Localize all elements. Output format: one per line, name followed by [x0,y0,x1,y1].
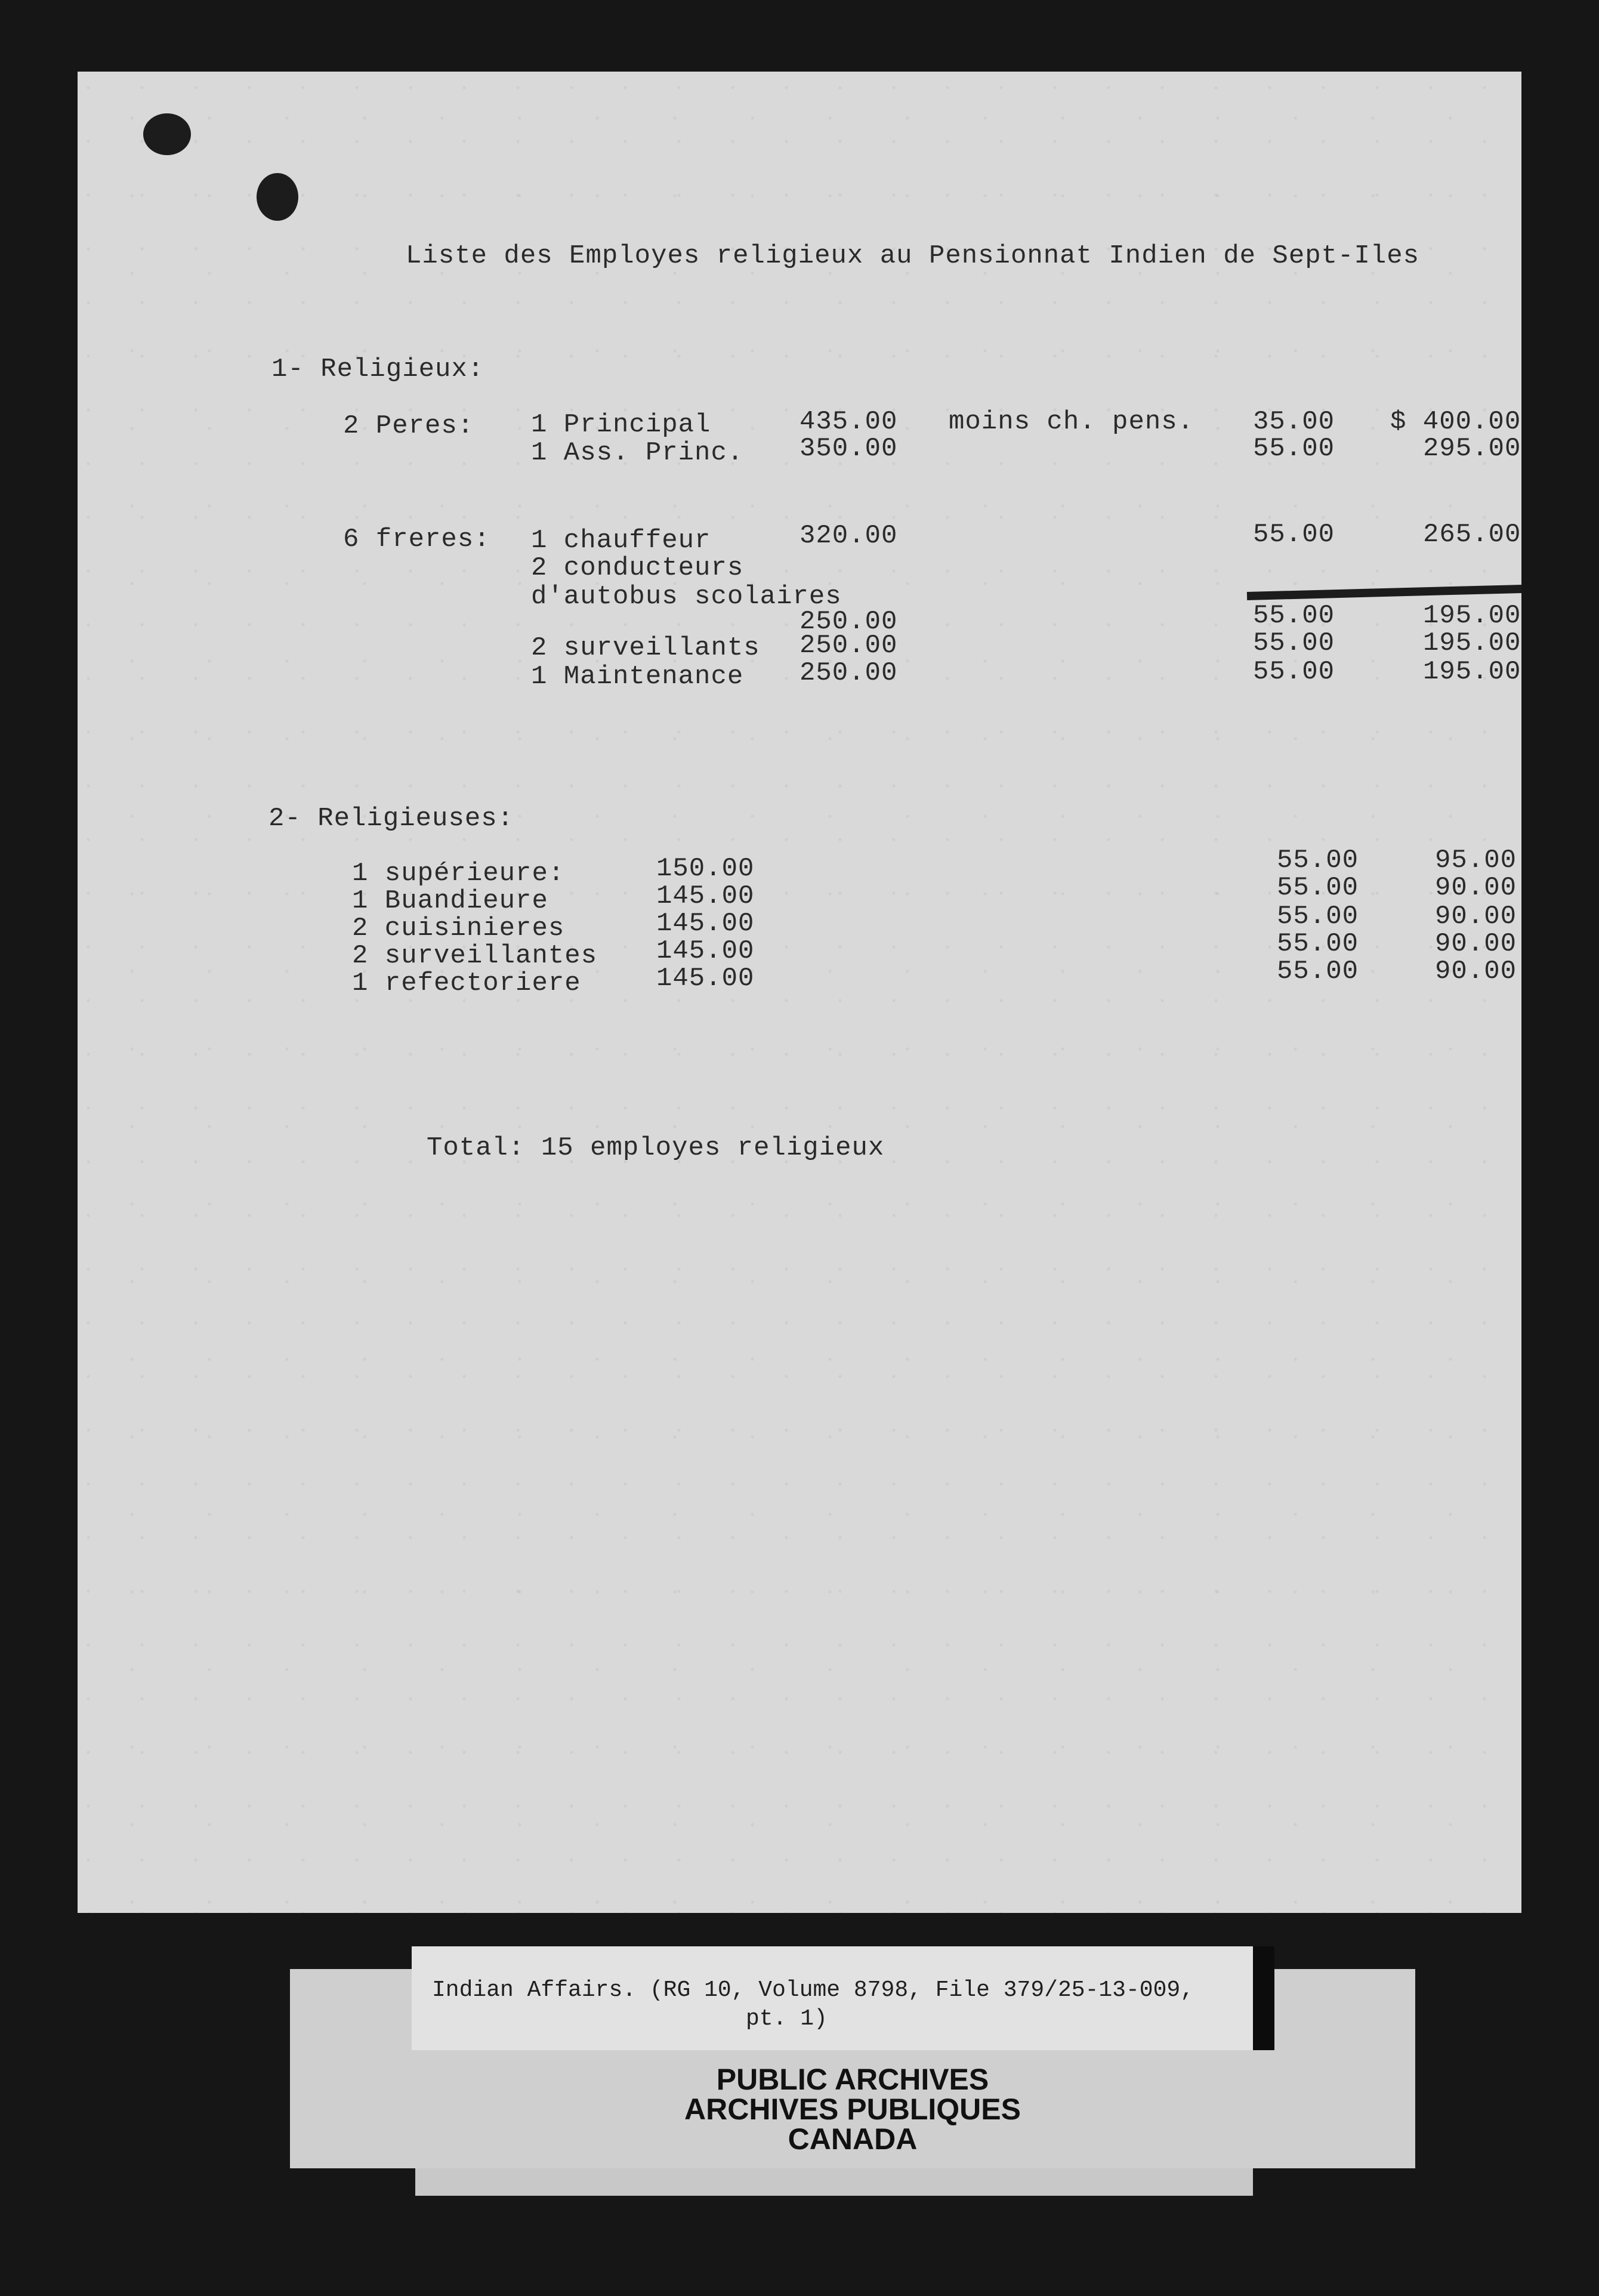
row-deduction: 55.00 [1253,657,1335,687]
row-net: $ 400.00 [1390,407,1521,437]
row-salary: 435.00 [800,407,898,437]
row-deduction: 55.00 [1253,520,1335,550]
row-item: 1 refectoriere [352,968,581,998]
row-deduction: 55.00 [1253,601,1335,631]
row-deduction: 55.00 [1277,845,1359,875]
row-item-line2: d'autobus scolaires [531,582,842,612]
section-heading-religieux: 1- Religieux: [271,354,484,384]
row-net: 95.00 [1435,845,1517,875]
group-label-peres: 2 Peres: [343,411,474,441]
row-net: 195.00 [1423,657,1521,687]
row-item: 2 cuisinieres [352,914,565,943]
row-salary: 150.00 [656,854,755,884]
document-page [78,72,1521,1913]
row-deduction: 55.00 [1253,628,1335,658]
row-net: 90.00 [1435,873,1517,903]
punch-hole [143,113,191,155]
row-item: 1 Principal [531,410,711,440]
row-net: 90.00 [1435,929,1517,959]
row-item: 1 chauffeur [531,526,711,556]
reference-line: pt. 1) [746,2006,828,2032]
row-net: 195.00 [1423,601,1521,631]
row-deduction: 55.00 [1277,873,1359,903]
stamp-line: ARCHIVES PUBLIQUES [684,2093,1021,2126]
row-net: 90.00 [1435,902,1517,931]
row-salary: 145.00 [656,881,755,911]
row-item: 1 Ass. Princ. [531,438,744,468]
total-line: Total: 15 employes religieux [427,1133,885,1163]
row-deduction: 55.00 [1253,434,1335,464]
punch-hole [257,173,298,221]
row-salary: 145.00 [656,909,755,939]
row-net: 265.00 [1423,520,1521,550]
row-salary: 250.00 [800,607,898,637]
row-salary: 320.00 [800,521,898,551]
row-item: 1 Maintenance [531,662,744,692]
row-salary: 145.00 [656,964,755,993]
row-salary: 250.00 [800,631,898,661]
row-item: 2 surveillants [531,633,760,663]
document-title: Liste des Employes religieux au Pensionnat Indien de Sept-Iles [406,241,1420,271]
row-item: 1 Buandieure [352,886,548,916]
row-item-line1: 2 conducteurs [531,553,744,583]
row-net: 195.00 [1423,628,1521,658]
row-deduction: 55.00 [1277,929,1359,959]
row-salary: 250.00 [800,658,898,688]
section-heading-religieuses: 2- Religieuses: [268,804,514,834]
archive-reference-label [412,1946,1274,2050]
archive-stamp-strip [415,2168,1253,2196]
row-net: 295.00 [1423,434,1521,464]
row-deduction: 35.00 [1253,407,1335,437]
row-note: moins ch. pens. [949,407,1194,437]
row-item: 1 supérieure: [352,859,565,888]
row-salary: 350.00 [800,434,898,464]
row-net: 90.00 [1435,956,1517,986]
row-item: 2 surveillantes [352,941,598,971]
row-deduction: 55.00 [1277,956,1359,986]
stamp-line: PUBLIC ARCHIVES [716,2063,989,2096]
paper-tear [1247,584,1521,600]
stamp-line: CANADA [788,2122,918,2156]
row-salary: 145.00 [656,936,755,966]
row-deduction: 55.00 [1277,902,1359,931]
reference-line: Indian Affairs. (RG 10, Volume 8798, File 379/25-13-009, [432,1977,1194,2003]
group-label-freres: 6 freres: [343,524,490,554]
